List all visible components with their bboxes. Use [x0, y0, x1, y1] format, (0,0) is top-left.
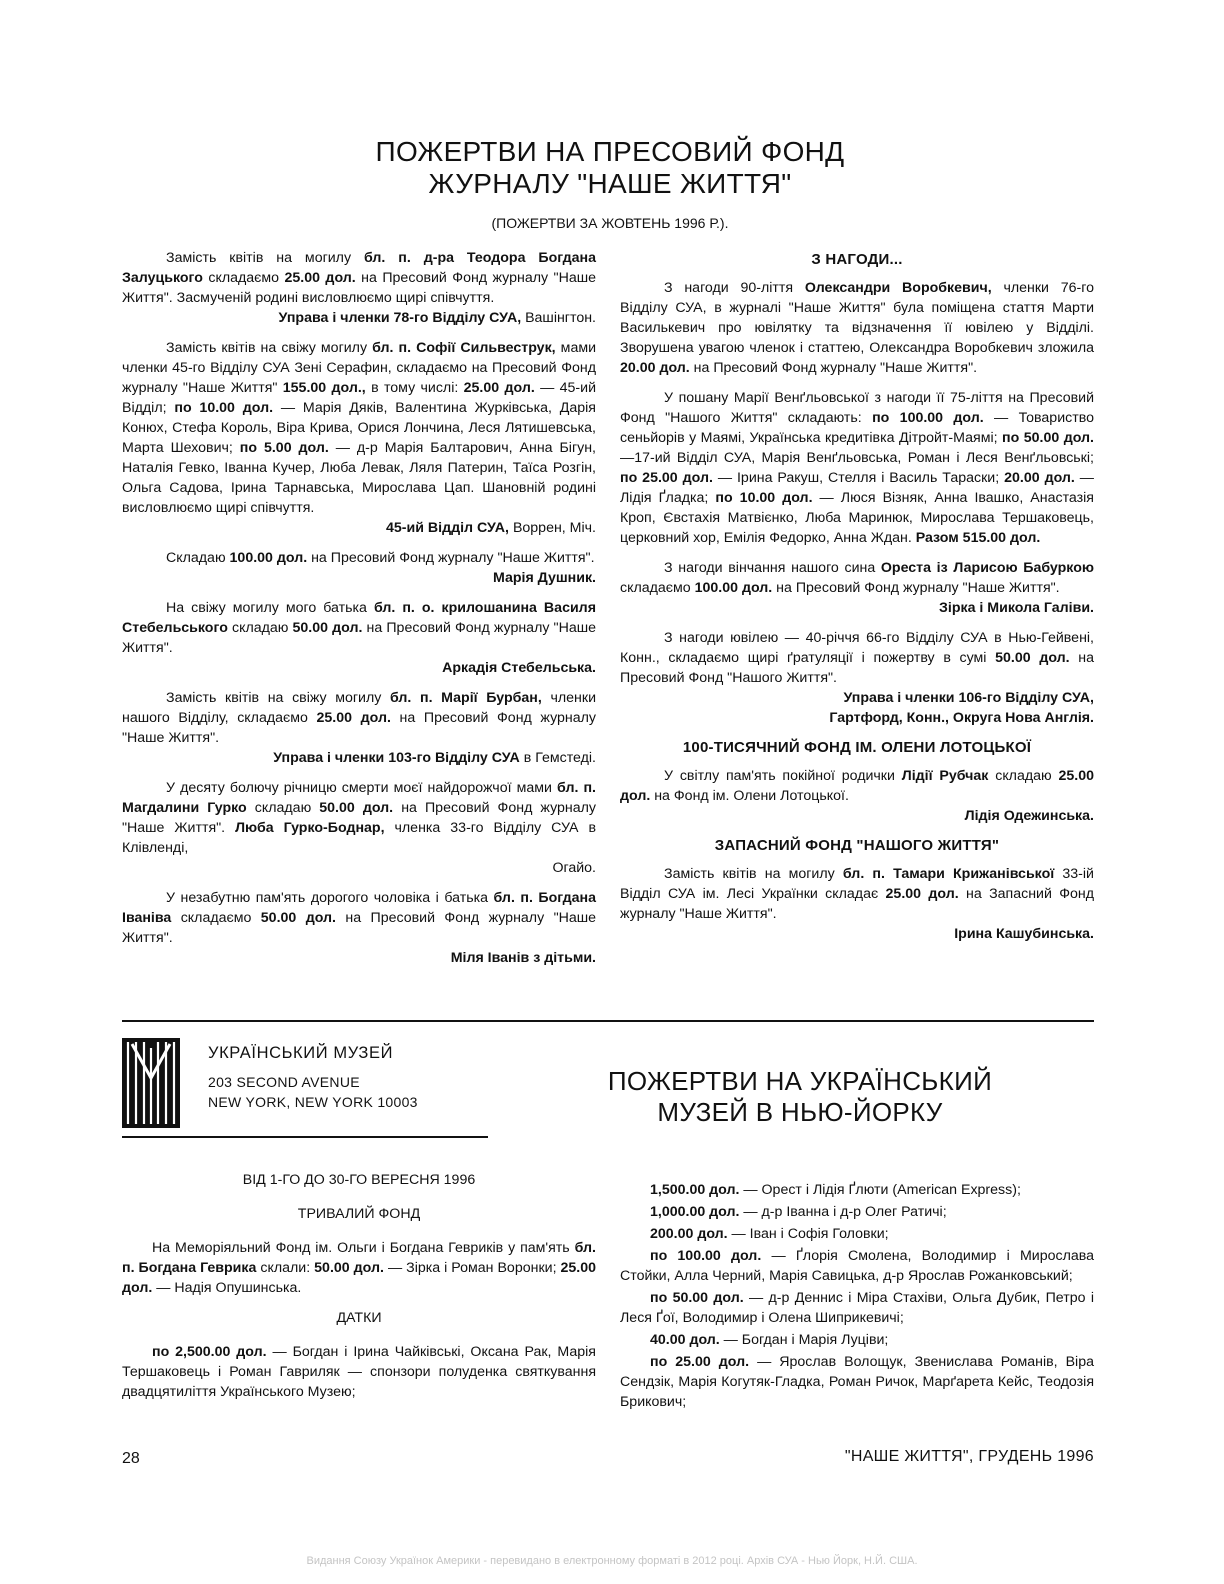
lototska-fund-heading: 100-ТИСЯЧНИЙ ФОНД ІМ. ОЛЕНИ ЛОТОЦЬКОЇ — [682, 739, 1032, 756]
reserve-fund-heading: ЗАПАСНИЙ ФОНД "НАШОГО ЖИТТЯ" — [714, 837, 1000, 854]
reserve-fund-entry: Замість квітів на могилу бл. п. Тамари Крижанівської 33-ій Відділ СУА ім. Лесі Українки складає 25.00 дол. на Запасний Фонд журналу "Наше Життя". Ірина Кашубинська. — [620, 866, 1095, 942]
donation-signature: Аркадія Стебельська. — [442, 660, 596, 676]
donation-entry: У незабутню пам'ять дорогого чоловіка і батька бл. п. Богдана Іваніва складаємо 50.00 дол. на Пресовий Фонд журналу "Наше Життя". Міля Іванів з дітьми. — [122, 890, 597, 966]
lototska-fund-entry: У світлу пам'ять покійної родички Лідії Рубчак складаю 25.00 дол. на Фонд ім. Олени Лотоцької. Лідія Одежинська. — [620, 768, 1094, 824]
donation-signature: Управа і членки 103-го Відділу СУА в Гемстеді. — [273, 750, 596, 766]
donation-signature: Міля Іванів з дітьми. — [450, 950, 596, 966]
right-donations-column — [620, 248, 1094, 954]
page-number: 28 — [122, 1450, 140, 1467]
occasion-entry: З нагоди 90-ліття Олександри Воробкевич, членки 76-го Відділу СУА, в журналі "Наше Життя" була поміщена стаття Марти Василькевич про ювілятку та відзначення її ювілею у Відділі. Зворушена увагою членок і статтею, Олександра Воробкевич зложила 20.00 дол. на Пресовий Фонд журналу "Наше Життя". — [620, 280, 1094, 376]
museum-donation-line: 1,000.00 дол. — д-р Іванна і д-р Олег Ратичі; — [650, 1204, 947, 1220]
donation-entry: Замість квітів на свіжу могилу бл. п. Софії Сильвеструк, мами членки 45-го Відділу СУА Зені Серафин, складаємо на Пресовий Фонд журналу "Наше Життя" 155.00 дол., в тому числі: 25.00 дол. — 45-ий Відділ; по 10.00 дол. — Марія Дяків, Валентина Журківська, Дарія Конюх, Стефа Король, Віра Крива, Орися Лончина, Леся Лятишевська, Марта Шехович; по 5.00 дол. — д-р Марія Балтарович, Анна Бігун, Наталія Гевко, Іванна Кучер, Люба Левак, Ляля Патерин, Таїса Розгін, Ольга Садова, Ірина Тарнавська, Мирослава Цап. Шановній родині висловлюємо щирі співчуття. 45-ий Відділ СУА, Воррен, Міч. — [122, 340, 597, 536]
publication-issue: "НАШЕ ЖИТТЯ", ГРУДЕНЬ 1996 — [844, 1448, 1094, 1465]
occasion-signature: Зірка і Микола Галіви. — [938, 600, 1094, 616]
press-fund-title-line1: ПОЖЕРТВИ НА ПРЕСОВИЙ ФОНД — [375, 136, 845, 167]
museum-donation-line: 1,500.00 дол. — Орест і Лідія Ґлюти (American Express); — [650, 1182, 1021, 1198]
permanent-fund-heading: ТРИВАЛИЙ ФОНД — [297, 1206, 421, 1222]
archive-note: Видання Союзу Українок Америки - перевидано в електронному форматі в 2012 році. Архів СУА - Нью Йорк, Н.Й. США. — [306, 1555, 918, 1567]
museum-donations-title — [530, 1066, 1070, 1128]
press-fund-title-line2: ЖУРНАЛУ "НАШЕ ЖИТТЯ" — [428, 168, 792, 199]
donation-signature: Марія Душник. — [492, 570, 596, 586]
occasion-heading: З НАГОДИ... — [811, 251, 903, 268]
museum-donation-line: по 50.00 дол. — д-р Деннис і Міра Стахіви, Ольга Дубик, Петро і Леся Ґої, Володимир і Олена Шиприкевичі; — [620, 1290, 1094, 1326]
museum-address — [208, 1072, 418, 1112]
museum-address-line2: NEW YORK, NEW YORK 10003 — [208, 1094, 418, 1110]
press-fund-title — [200, 136, 1020, 200]
occasion-signature: Управа і членки 106-го Відділу СУА, — [843, 690, 1094, 706]
press-fund-period: (ПОЖЕРТВИ ЗА ЖОВТЕНЬ 1996 Р.). — [491, 215, 729, 231]
donation-signature: 45-ий Відділ СУА, Воррен, Міч. — [386, 520, 596, 536]
museum-donation-line: по 25.00 дол. — Ярослав Волощук, Звенислава Романів, Віра Сендзік, Марія Когутяк-Гладка, Роман Ричок, Марґарета Кейс, Теодозія Брикович; — [620, 1354, 1094, 1410]
donation-entry: Замість квітів на свіжу могилу бл. п. Марії Бурбан, членки нашого Відділу, складаємо 25.00 дол. на Пресовий Фонд журналу "Наше Життя". Управа і членки 103-го Відділу СУА в Гемстеді. — [122, 690, 596, 766]
museum-title-line2: МУЗЕЙ В НЬЮ-ЙОРКУ — [657, 1097, 943, 1127]
gifts-heading: ДАТКИ — [336, 1310, 382, 1326]
museum-header-divider — [122, 1136, 488, 1138]
occasion-entry: З нагоди вінчання нашого сина Ореста із Ларисою Бабуркою складаємо 100.00 дол. на Пресовий Фонд журналу "Наше Життя". Зірка і Микола Галіви. — [620, 560, 1094, 616]
museum-donation-line: по 100.00 дол. — Ґлорія Смолена, Володимир і Мирослава Стойки, Алла Черний, Марія Савицька, д-р Ярослав Рожанковський; — [620, 1248, 1094, 1284]
donation-entry: На свіжу могилу мого батька бл. п. о. крилошанина Василя Стебельського складаю 50.00 дол. на Пресовий Фонд журналу "Наше Життя". Аркадія Стебельська. — [122, 600, 597, 676]
museum-left-column — [122, 1170, 596, 1412]
permanent-fund-text: На Меморіяльний Фонд ім. Ольги і Богдана Гевриків у пам'ять бл. п. Богдана Геврика склали: 50.00 дол. — Зірка і Роман Воронки; 25.00 дол. — Надія Опушинська. — [122, 1240, 597, 1296]
museum-period: ВІД 1-ГО ДО 30-ГО ВЕРЕСНЯ 1996 — [242, 1172, 476, 1188]
donation-entry: Складаю 100.00 дол. на Пресовий Фонд журналу "Наше Життя". Марія Душник. — [122, 548, 596, 588]
museum-title-line1: ПОЖЕРТВИ НА УКРАЇНСЬКИЙ — [607, 1066, 993, 1096]
donation-signature: Управа і членки 78-го Відділу СУА, Вашінгтон. — [278, 310, 596, 326]
ukrainian-museum-logo-icon — [122, 1038, 180, 1128]
donation-signature: Люба Гурко-Боднар, членка 33-го Відділу СУА в Клівленді, — [122, 820, 596, 856]
occasion-signature: Гартфорд, Конн., Округа Нова Англія. — [829, 710, 1094, 726]
lototska-fund-signature: Лідія Одежинська. — [964, 808, 1094, 824]
occasion-entry: З нагоди ювілею — 40-річчя 66-го Відділу СУА в Нью-Гейвені, Конн., складаємо щирі ґратуляції і пожертву в сумі 50.00 дол. на Пресовий Фонд "Нашого Життя". Управа і членки 106-го Відділу СУА, Гартфорд, Конн., Округа Нова Англія. — [620, 630, 1094, 726]
occasion-entry: У пошану Марії Венґльовської з нагоди її 75-ліття на Пресовий Фонд "Нашого Життя" складають: по 100.00 дол. — Товариство сеньйорів у Маямі, Українська кредитівка Дітройт-Маямі; по 50.00 дол. —17-ий Відділ СУА, Марія Венґльовська, Роман і Леся Венґльовські; по 25.00 дол. — Ірина Ракуш, Стелля і Василь Тараски; 20.00 дол. — Лідія Ґладка; по 10.00 дол. — Люся Візняк, Анна Івашко, Анастазія Кроп, Євстахія Матвієнко, Люба Маринюк, Мирослава Тершаковець, церковний хор, Емілія Федорко, Анна Ждан. Разом 515.00 дол. — [620, 390, 1094, 546]
museum-name: УКРАЇНСЬКИЙ МУЗЕЙ — [208, 1044, 394, 1062]
gifts-text: по 2,500.00 дол. — Богдан і Ірина Чайківські, Оксана Рак, Марія Тершаковець і Роман Гавриляк — спонзори полуденка святкування двадцятиліття Українського Музею; — [122, 1344, 596, 1400]
museum-donation-line: 200.00 дол. — Іван і Софія Головки; — [650, 1226, 889, 1242]
section-divider — [122, 1020, 1094, 1022]
museum-address-line1: 203 SECOND AVENUE — [208, 1074, 360, 1090]
reserve-fund-signature: Ірина Кашубинська. — [954, 926, 1094, 942]
museum-donation-line: 40.00 дол. — Богдан і Марія Луціви; — [650, 1332, 889, 1348]
donation-entry: У десяту болючу річницю смерти моєї найдорожчої мами бл. п. Магдалини Гурко складаю 50.00 дол. на Пресовий Фонд журналу "Наше Життя". Люба Гурко-Боднар, членка 33-го Відділу СУА в Клівленді, Огайо. — [122, 780, 596, 876]
donation-signature: Огайо. — [552, 860, 596, 876]
museum-right-column — [620, 1180, 1094, 1414]
left-donations-column — [122, 248, 596, 978]
donation-entry: Замість квітів на могилу бл. п. д-ра Теодора Богдана Залуцького складаємо 25.00 дол. на Пресовий Фонд журналу "Наше Життя". Засмученій родині висловлюємо щирі співчуття. Управа і членки 78-го Відділу СУА, Вашінгтон. — [122, 250, 596, 326]
